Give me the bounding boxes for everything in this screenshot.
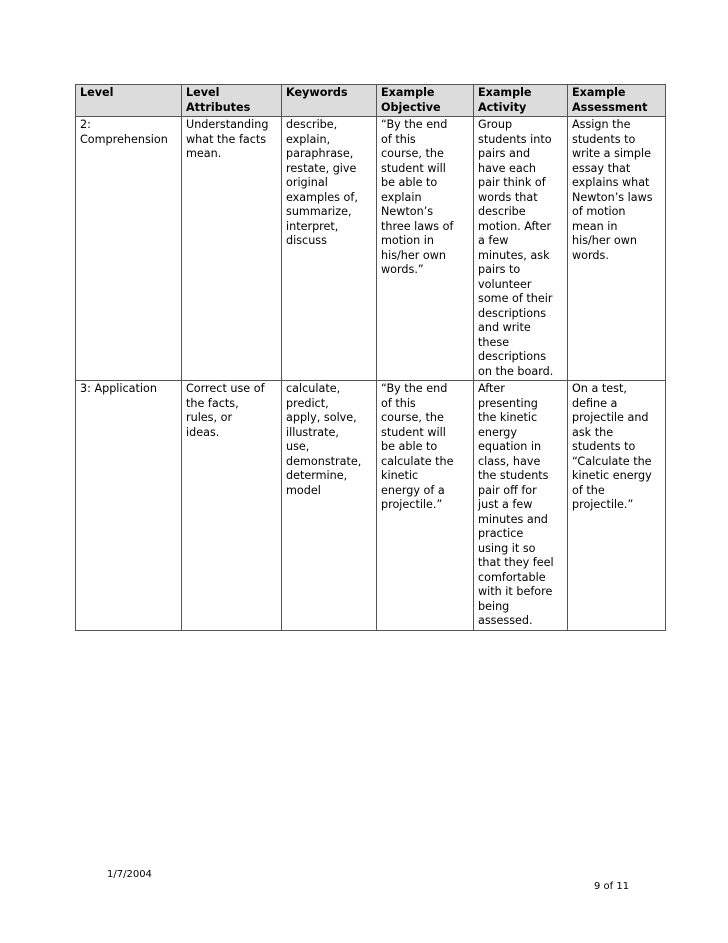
cell-keywords: calculate, predict, apply, solve, illustrate, use, demonstrate, determine, model xyxy=(282,381,377,631)
cell-level: 2: Comprehension xyxy=(76,117,182,381)
cell-level: 3: Application xyxy=(76,381,182,631)
cell-level-attributes: Understanding what the facts mean. xyxy=(182,117,282,381)
cell-keywords: describe, explain, paraphrase, restate, give original examples of, summarize, interpret, discuss xyxy=(282,117,377,381)
rubric-table xyxy=(75,84,666,631)
header-level-attributes: Level Attributes xyxy=(182,85,282,117)
footer-date: 1/7/2004 xyxy=(107,869,152,880)
header-level: Level xyxy=(76,85,182,117)
header-example-activity: Example Activity xyxy=(474,85,568,117)
table-row xyxy=(76,117,666,381)
cell-example-objective: “By the end of this course, the student will be able to calculate the kinetic energy of a projectile.” xyxy=(377,381,474,631)
header-keywords: Keywords xyxy=(282,85,377,117)
table-header-row xyxy=(76,85,666,117)
cell-example-objective: “By the end of this course, the student will be able to explain Newton’s three laws of motion in his/her own words.” xyxy=(377,117,474,381)
header-example-objective: Example Objective xyxy=(377,85,474,117)
cell-example-activity: After presenting the kinetic energy equation in class, have the students pair off for just a few minutes and practice using it so that they feel comfortable with it before being assessed. xyxy=(474,381,568,631)
cell-level-attributes: Correct use of the facts, rules, or ideas. xyxy=(182,381,282,631)
cell-example-assessment: On a test, define a projectile and ask the students to “Calculate the kinetic energy of the projectile.” xyxy=(568,381,666,631)
cell-example-activity: Group students into pairs and have each pair think of words that describe motion. After a few minutes, ask pairs to volunteer some of their descriptions and write these descriptions on the board. xyxy=(474,117,568,381)
table-row xyxy=(76,381,666,631)
header-example-assessment: Example Assessment xyxy=(568,85,666,117)
cell-example-assessment: Assign the students to write a simple essay that explains what Newton’s laws of motion mean in his/her own words. xyxy=(568,117,666,381)
footer-page-number: 9 of 11 xyxy=(594,881,630,892)
